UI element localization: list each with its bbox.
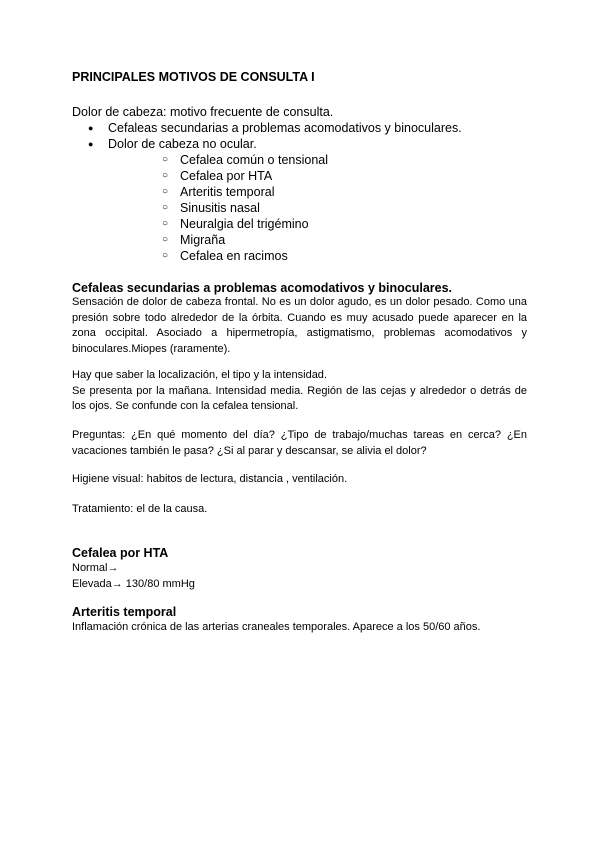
list-item: ● Cefaleas secundarias a problemas acomodativos y binoculares. bbox=[72, 120, 542, 136]
list-item: ○ Sinusitis nasal bbox=[108, 200, 542, 216]
list-item: ○ Cefalea común o tensional bbox=[108, 152, 542, 168]
paragraph: Se presenta por la mañana. Intensidad media. Región de las cejas y alrededor o detrás de los ojos. Se confunde con la cefalea tensional. bbox=[72, 384, 527, 413]
text-line: Inflamación crónica de las arterias craneales temporales. Aparece a los 50/60 años. bbox=[72, 621, 481, 633]
sub-bullet-list bbox=[108, 152, 542, 264]
paragraph: Higiene visual: habitos de lectura, distancia , ventilación. bbox=[72, 473, 348, 485]
page-title: PRINCIPALES MOTIVOS DE CONSULTA I bbox=[72, 70, 315, 84]
paragraph: Hay que saber la localización, el tipo y la intensidad. bbox=[72, 369, 327, 381]
list-item: ○ Arteritis temporal bbox=[108, 184, 542, 200]
section-heading-hta: Cefalea por HTA bbox=[72, 546, 169, 560]
text-line: Elevada→ 130/80 mmHg bbox=[72, 577, 195, 590]
bullet-list bbox=[72, 120, 542, 264]
list-item: ○ Neuralgia del trigémino bbox=[108, 216, 542, 232]
paragraph: Tratamiento: el de la causa. bbox=[72, 503, 208, 515]
list-item: ○ Cefalea por HTA bbox=[108, 168, 542, 184]
list-item: ○ Cefalea en racimos bbox=[108, 248, 542, 264]
list-item: ● Dolor de cabeza no ocular. ○ Cefalea común o tensional ○ Cefalea por HTA ○ Arteritis temporal ○ Sinusitis nasal ○ Neuralgia del trigémino ○ Migraña ○ Cefalea en racimos bbox=[72, 136, 542, 264]
text-line: Normal→ bbox=[72, 562, 119, 574]
section-heading-cefaleas: Cefaleas secundarias a problemas acomodativos y binoculares. bbox=[72, 281, 453, 295]
paragraph: Preguntas: ¿En qué momento del día? ¿Tipo de trabajo/muchas tareas en cerca? ¿En vacaciones también le pasa? ¿Si al parar y descansar, se alivia el dolor? bbox=[72, 429, 527, 457]
list-item: ○ Migraña bbox=[108, 232, 542, 248]
intro-text: Dolor de cabeza: motivo frecuente de consulta. bbox=[72, 105, 334, 119]
section-heading-arteritis: Arteritis temporal bbox=[72, 605, 177, 619]
paragraph: Sensación de dolor de cabeza frontal. No es un dolor agudo, es un dolor pesado. Como una presión sobre todo alrededor de la órbita. Cuando es muy acusado puede aparecer en la zona occipital. Asociado a hipermetropía, astigmatismo, problemas acomodativos y binoculares.Miopes (raramente). bbox=[72, 296, 527, 355]
